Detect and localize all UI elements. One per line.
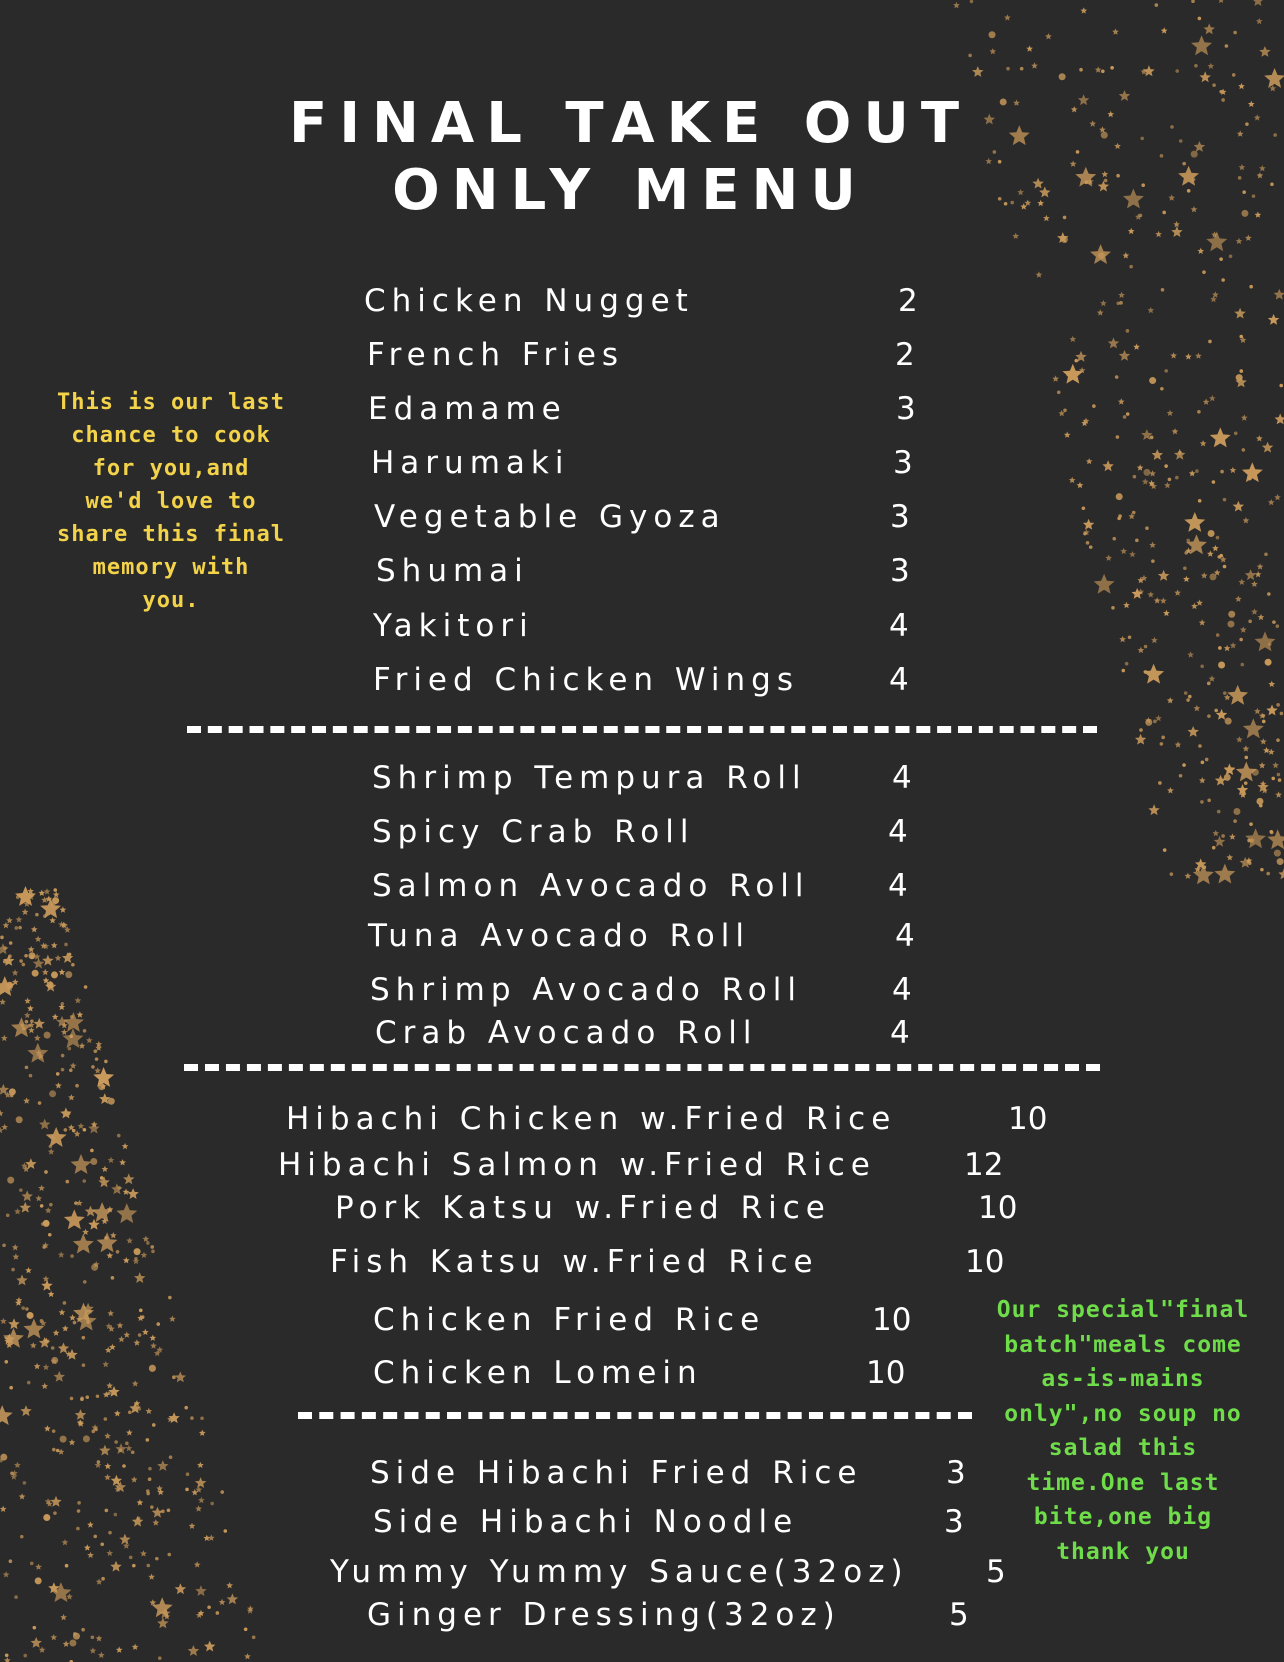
menu-item-name: Ginger Dressing(32oz) [367,1597,841,1633]
note-line: time.One last [1026,1469,1220,1496]
note-line: batch"meals come [1004,1331,1242,1358]
menu-item-name: Hibachi Salmon w.Fried Rice [278,1147,876,1183]
section-divider [298,1412,972,1419]
menu-item-price: 10 [965,1244,1005,1280]
menu-item-price: 3 [944,1504,964,1540]
menu-item-price: 5 [986,1554,1006,1590]
menu-item-price: 2 [898,283,918,319]
menu-item-price: 4 [888,868,908,904]
note-line: as-is-mains [1041,1366,1205,1392]
menu-item-name: Chicken Lomein [373,1355,703,1391]
menu-item-price: 4 [890,1015,910,1051]
menu-item-name: Yakitori [373,608,534,644]
note-line: memory with [92,555,250,580]
note-line: chance to cook [71,423,271,448]
menu-item-price: 2 [895,337,915,373]
menu-item-name: Shumai [376,553,529,589]
section-divider [184,1064,1100,1071]
menu-item-name: Fish Katsu w.Fried Rice [330,1244,819,1280]
note-line: This is our last [57,390,285,415]
menu-item-name: Side Hibachi Fried Rice [370,1455,863,1491]
note-line: thank you [1056,1538,1190,1565]
note-line: only",no soup no [1004,1400,1242,1427]
menu-item-price: 4 [888,814,908,850]
menu-item-name: Edamame [368,391,567,427]
note-line: for you,and [92,456,250,481]
menu-item-name: Salmon Avocado Roll [372,868,810,904]
menu-item-name: Vegetable Gyoza [374,499,726,535]
menu-item-name: French Fries [367,337,625,373]
menu-item-price: 4 [892,972,912,1008]
menu-title-line-1: FINAL TAKE OUT [288,91,972,156]
farewell-note-left [48,386,294,617]
menu-item-price: 10 [1008,1101,1048,1137]
menu-item-price: 4 [892,760,912,796]
menu-item-name: Spicy Crab Roll [372,814,695,850]
menu-item-price: 10 [978,1190,1018,1226]
note-line: salad this [1048,1435,1198,1461]
menu-item-price: 10 [872,1302,912,1338]
note-line: share this final [57,522,285,547]
menu-item-name: Side Hibachi Noodle [373,1504,799,1540]
menu-item-name: Yummy Yummy Sauce(32oz) [330,1554,909,1590]
note-line: bite,one big [1033,1504,1213,1530]
section-divider [187,726,1097,733]
menu-item-price: 4 [889,608,909,644]
menu-item-price: 4 [895,918,915,954]
menu-item-price: 5 [949,1597,969,1633]
menu-item-price: 3 [890,499,910,535]
menu-item-price: 10 [866,1355,906,1391]
menu-item-price: 12 [964,1147,1004,1183]
menu-title-line-2: ONLY MENU [392,158,868,223]
menu-item-name: Tuna Avocado Roll [368,918,750,954]
menu-item-name: Chicken Fried Rice [373,1302,766,1338]
menu-item-name: Shrimp Avocado Roll [370,972,802,1008]
menu-item-price: 3 [896,391,916,427]
menu-item-name: Chicken Nugget [364,283,694,319]
menu-item-price: 3 [946,1455,966,1491]
menu-item-name: Harumaki [371,445,570,481]
farewell-note-right [978,1293,1268,1569]
menu-item-name: Fried Chicken Wings [373,662,799,698]
menu-item-name: Shrimp Tempura Roll [372,760,807,796]
menu-item-price: 3 [890,553,910,589]
note-line: you. [142,588,200,613]
note-line: we'd love to [85,489,257,514]
menu-item-name: Pork Katsu w.Fried Rice [335,1190,831,1226]
menu-item-price: 3 [893,445,913,481]
menu-item-name: Crab Avocado Roll [375,1015,758,1051]
menu-item-name: Hibachi Chicken w.Fried Rice [286,1101,897,1137]
menu-item-price: 4 [889,662,909,698]
note-line: Our special"final [996,1297,1250,1323]
